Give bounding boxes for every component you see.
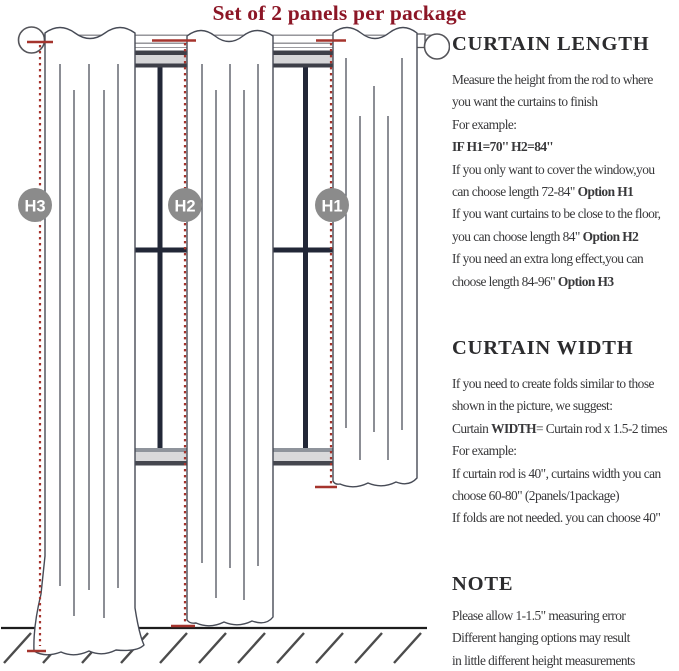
- length-line: you want the curtains to finish: [452, 94, 598, 110]
- length-line: you can choose length 84" Option H2: [452, 228, 639, 244]
- curtain-panel-h3: [34, 28, 144, 655]
- note-section: [452, 572, 679, 671]
- width-line: choose 60-80" (2panels/1package): [452, 487, 620, 503]
- length-line: Measure the height from the rod to where: [452, 72, 653, 87]
- h2-badge: [168, 188, 202, 222]
- length-line: If you only want to cover the window,you: [452, 161, 655, 177]
- window-right-mullion-vertical: [303, 68, 308, 449]
- curtain-length-heading: CURTAIN LENGTH: [452, 33, 650, 55]
- page-title: Set of 2 panels per package: [212, 1, 467, 25]
- window-left: [126, 48, 192, 466]
- curtain-width-heading: CURTAIN WIDTH: [452, 337, 634, 359]
- h2-badge-label: H2: [174, 197, 196, 216]
- note-heading: NOTE: [452, 573, 514, 595]
- rod-finial-right-icon: [425, 34, 450, 59]
- length-line: can choose length 72-84" Option H1: [452, 183, 634, 199]
- window-left-mullion-vertical: [158, 68, 163, 449]
- h3-badge-label: H3: [24, 197, 46, 216]
- width-line: If folds are not needed. you can choose 40": [452, 510, 661, 526]
- width-line: For example:: [452, 443, 517, 459]
- length-line: For example:: [452, 116, 517, 132]
- h3-badge: [18, 188, 52, 222]
- length-line: choose length 84-96" Option H3: [452, 273, 614, 289]
- width-line: If curtain rod is 40", curtains width you can: [452, 465, 661, 481]
- curtain-panel-h2: [187, 31, 273, 626]
- note-line: Different hanging options may result: [452, 630, 630, 646]
- curtain-panel-h1: [333, 28, 417, 487]
- h1-badge-label: H1: [321, 197, 343, 216]
- window-right: [272, 48, 338, 466]
- width-line: If you need to create folds similar to those: [452, 376, 654, 391]
- rod-bracket-right: [417, 34, 426, 48]
- rod-finial-left-icon: [19, 27, 45, 53]
- width-line: Curtain WIDTH= Curtain rod x 1.5-2 times: [452, 420, 668, 436]
- length-line: IF H1=70'' H2=84'': [452, 139, 553, 155]
- window-left-mullion-horizontal: [126, 248, 192, 253]
- curtain-width-section: [452, 336, 679, 530]
- h1-badge: [315, 188, 349, 222]
- width-line: shown in the picture, we suggest:: [452, 398, 613, 414]
- note-line: Please allow 1-1.5" measuring error: [452, 608, 626, 623]
- window-right-mullion-horizontal: [272, 248, 338, 253]
- length-line: If you want curtains to be close to the floor,: [452, 206, 661, 222]
- curtain-length-section: [452, 32, 679, 293]
- note-line: in little different height measurements: [452, 652, 635, 668]
- length-line: If you need an extra long effect,you can: [452, 251, 644, 267]
